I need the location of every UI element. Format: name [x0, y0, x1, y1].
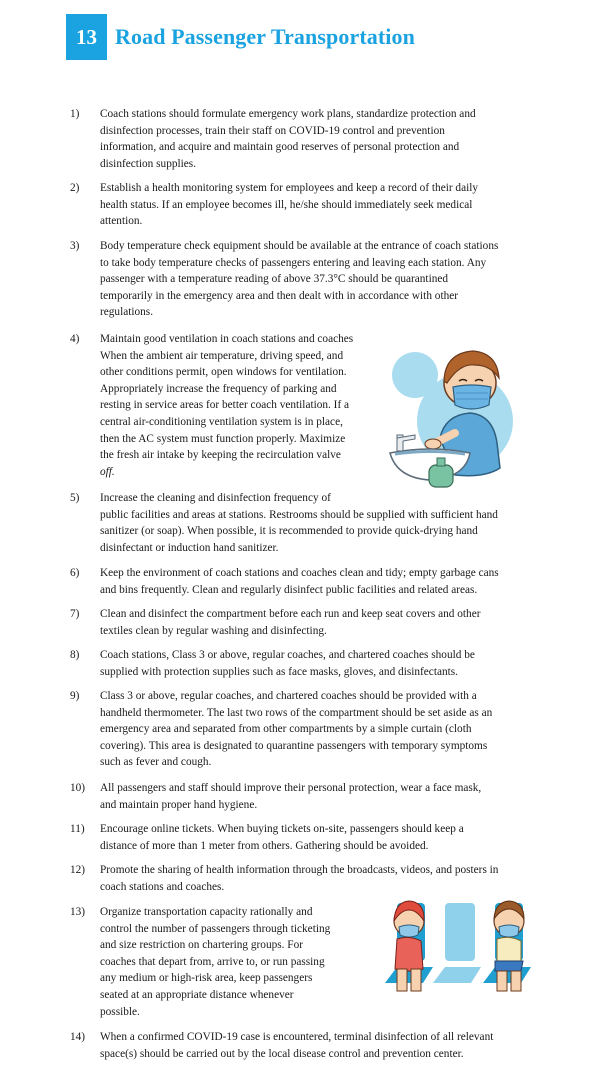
item-text-line: temporarily in the emergency area and then dealt with in accordance with other [100, 289, 459, 302]
item-text [100, 490, 540, 556]
section-number-badge: 13 [66, 14, 107, 60]
item-text [100, 106, 540, 172]
item-number: 5) [70, 492, 80, 504]
section-header [66, 14, 415, 60]
item-text-line: covering). This area is designated to quarantine passengers with temporary symptoms [100, 739, 488, 752]
item-text-line: seated at an appropriate distance whenever [100, 988, 294, 1001]
item-text-line: health status. If an employee becomes ill, he/she should immediately seek medical [100, 198, 473, 211]
handwashing-illustration-icon [375, 343, 525, 493]
item-text-line: such as fever and cough. [100, 756, 212, 769]
seated-passengers-illustration-icon [383, 897, 533, 1002]
item-text [100, 180, 540, 230]
item-text-line: attention. [100, 215, 143, 228]
item-text-line: Maintain good ventilation in coach stations and coaches [100, 333, 354, 345]
item-text-line: Encourage online tickets. When buying tickets on-site, passengers should keep a [100, 823, 464, 835]
item-text-line: other conditions permit, open windows for ventilation. [100, 366, 347, 379]
item-number: 13) [70, 906, 86, 918]
item-text-line: passenger with a temperature reading of above 37.3°C should be quarantined [100, 273, 449, 286]
item-text-line: resting in service areas for better coach ventilation. If a [100, 399, 350, 412]
item-number: 8) [70, 649, 80, 661]
item-text-line: control the number of passengers through ticketing [100, 922, 331, 935]
item-text-line: When the ambient air temperature, driving speed, and [100, 349, 344, 362]
item-number: 1) [70, 108, 80, 120]
item-text [100, 862, 540, 895]
item-text-line: coaches that depart from, arrive to, or run passing [100, 955, 325, 968]
item-number: 2) [70, 182, 80, 194]
item-number: 6) [70, 567, 80, 579]
item-text-line: supplied with protection supplies such as face masks, gloves, and disinfectants. [100, 665, 458, 678]
item-text-line: the fresh air intake by keeping the recirculation valve [100, 449, 341, 462]
item-number: 9) [70, 690, 80, 702]
item-number: 3) [70, 240, 80, 252]
item-text-line: Promote the sharing of health information through the broadcasts, videos, and posters in [100, 864, 499, 876]
item-number: 4) [70, 333, 80, 345]
item-text [100, 904, 360, 1020]
item-text-line: any medium or high-risk area, keep passengers [100, 972, 313, 985]
item-text-line: disinfectant or induction hand sanitizer. [100, 541, 279, 554]
item-text-line: coach stations and coaches. [100, 880, 225, 893]
section-title: Road Passenger Transportation [115, 24, 415, 49]
item-text-line: Class 3 or above, regular coaches, and chartered coaches should be provided with a [100, 690, 477, 702]
item-text [100, 565, 540, 598]
item-number: 7) [70, 608, 80, 620]
item-text-line: and bins frequently. Clean and regularly disinfect public facilities and related areas. [100, 583, 478, 596]
item-text-line: emergency area and separated from other compartments by a simple curtain (cloth [100, 723, 472, 736]
item-text-line: and maintain proper hand hygiene. [100, 798, 258, 811]
item-text-line: off. [100, 465, 115, 478]
item-text-line: Coach stations should formulate emergency work plans, standardize protection and [100, 108, 476, 120]
item-text-line: distance of more than 1 meter from others. Gathering should be avoided. [100, 839, 429, 852]
item-text-line: information, and acquire and maintain good reserves of personal protection and [100, 141, 460, 154]
item-text-line: handheld thermometer. The last two rows of the compartment should be set aside as an [100, 706, 493, 719]
item-text-line: public facilities and areas at stations. Restrooms should be supplied with sufficient hand [100, 508, 498, 521]
item-number: 10) [70, 782, 86, 794]
item-text-line: Organize transportation capacity rationally and [100, 906, 313, 918]
item-text-line: central air-conditioning ventilation system is in place, [100, 415, 343, 428]
item-text-line: When a confirmed COVID-19 case is encountered, terminal disinfection of all relevant [100, 1031, 494, 1043]
item-text [100, 331, 380, 480]
item-text-line: Establish a health monitoring system for employees and keep a record of their daily [100, 182, 479, 194]
item-text-line: and size restriction on chartering groups. For [100, 939, 303, 952]
item-text-line: possible. [100, 1005, 140, 1018]
item-text-line: Body temperature check equipment should be available at the entrance of coach stations [100, 240, 499, 252]
item-text-line: All passengers and staff should improve their personal protection, wear a face mask, [100, 782, 482, 794]
item-text-line: Appropriately increase the frequency of parking and [100, 382, 337, 395]
item-text-line: Increase the cleaning and disinfection frequency of [100, 492, 331, 504]
item-text [100, 1029, 540, 1062]
item-number: 12) [70, 864, 86, 876]
item-text-line: Coach stations, Class 3 or above, regular coaches, and chartered coaches should be [100, 649, 475, 661]
item-text [100, 821, 540, 854]
item-text [100, 606, 540, 639]
item-text-line: Clean and disinfect the compartment before each run and keep seat covers and other [100, 608, 481, 620]
item-text [100, 238, 540, 321]
item-text-line: space(s) should be carried out by the local disease control and prevention center. [100, 1047, 464, 1060]
item-text-line: to take body temperature checks of passengers entering and leaving each station. Any [100, 256, 487, 269]
item-text-line: disinfection processes, train their staff on COVID-19 control and prevention [100, 124, 445, 137]
item-text-line: regulations. [100, 306, 154, 319]
item-number: 14) [70, 1031, 86, 1043]
item-text-line: textiles clean by regular washing and disinfecting. [100, 624, 327, 637]
item-text [100, 688, 540, 771]
item-text-line: then the AC system must function properly. Maximize [100, 432, 346, 445]
item-text-line: Keep the environment of coach stations and coaches clean and tidy; empty garbage cans [100, 567, 499, 579]
item-number: 11) [70, 823, 85, 835]
item-text-line: disinfection supplies. [100, 157, 197, 170]
item-text-line: sanitizer (or soap). When possible, it is recommended to provide quick-drying hand [100, 525, 478, 538]
item-text [100, 780, 540, 813]
item-text [100, 647, 540, 680]
